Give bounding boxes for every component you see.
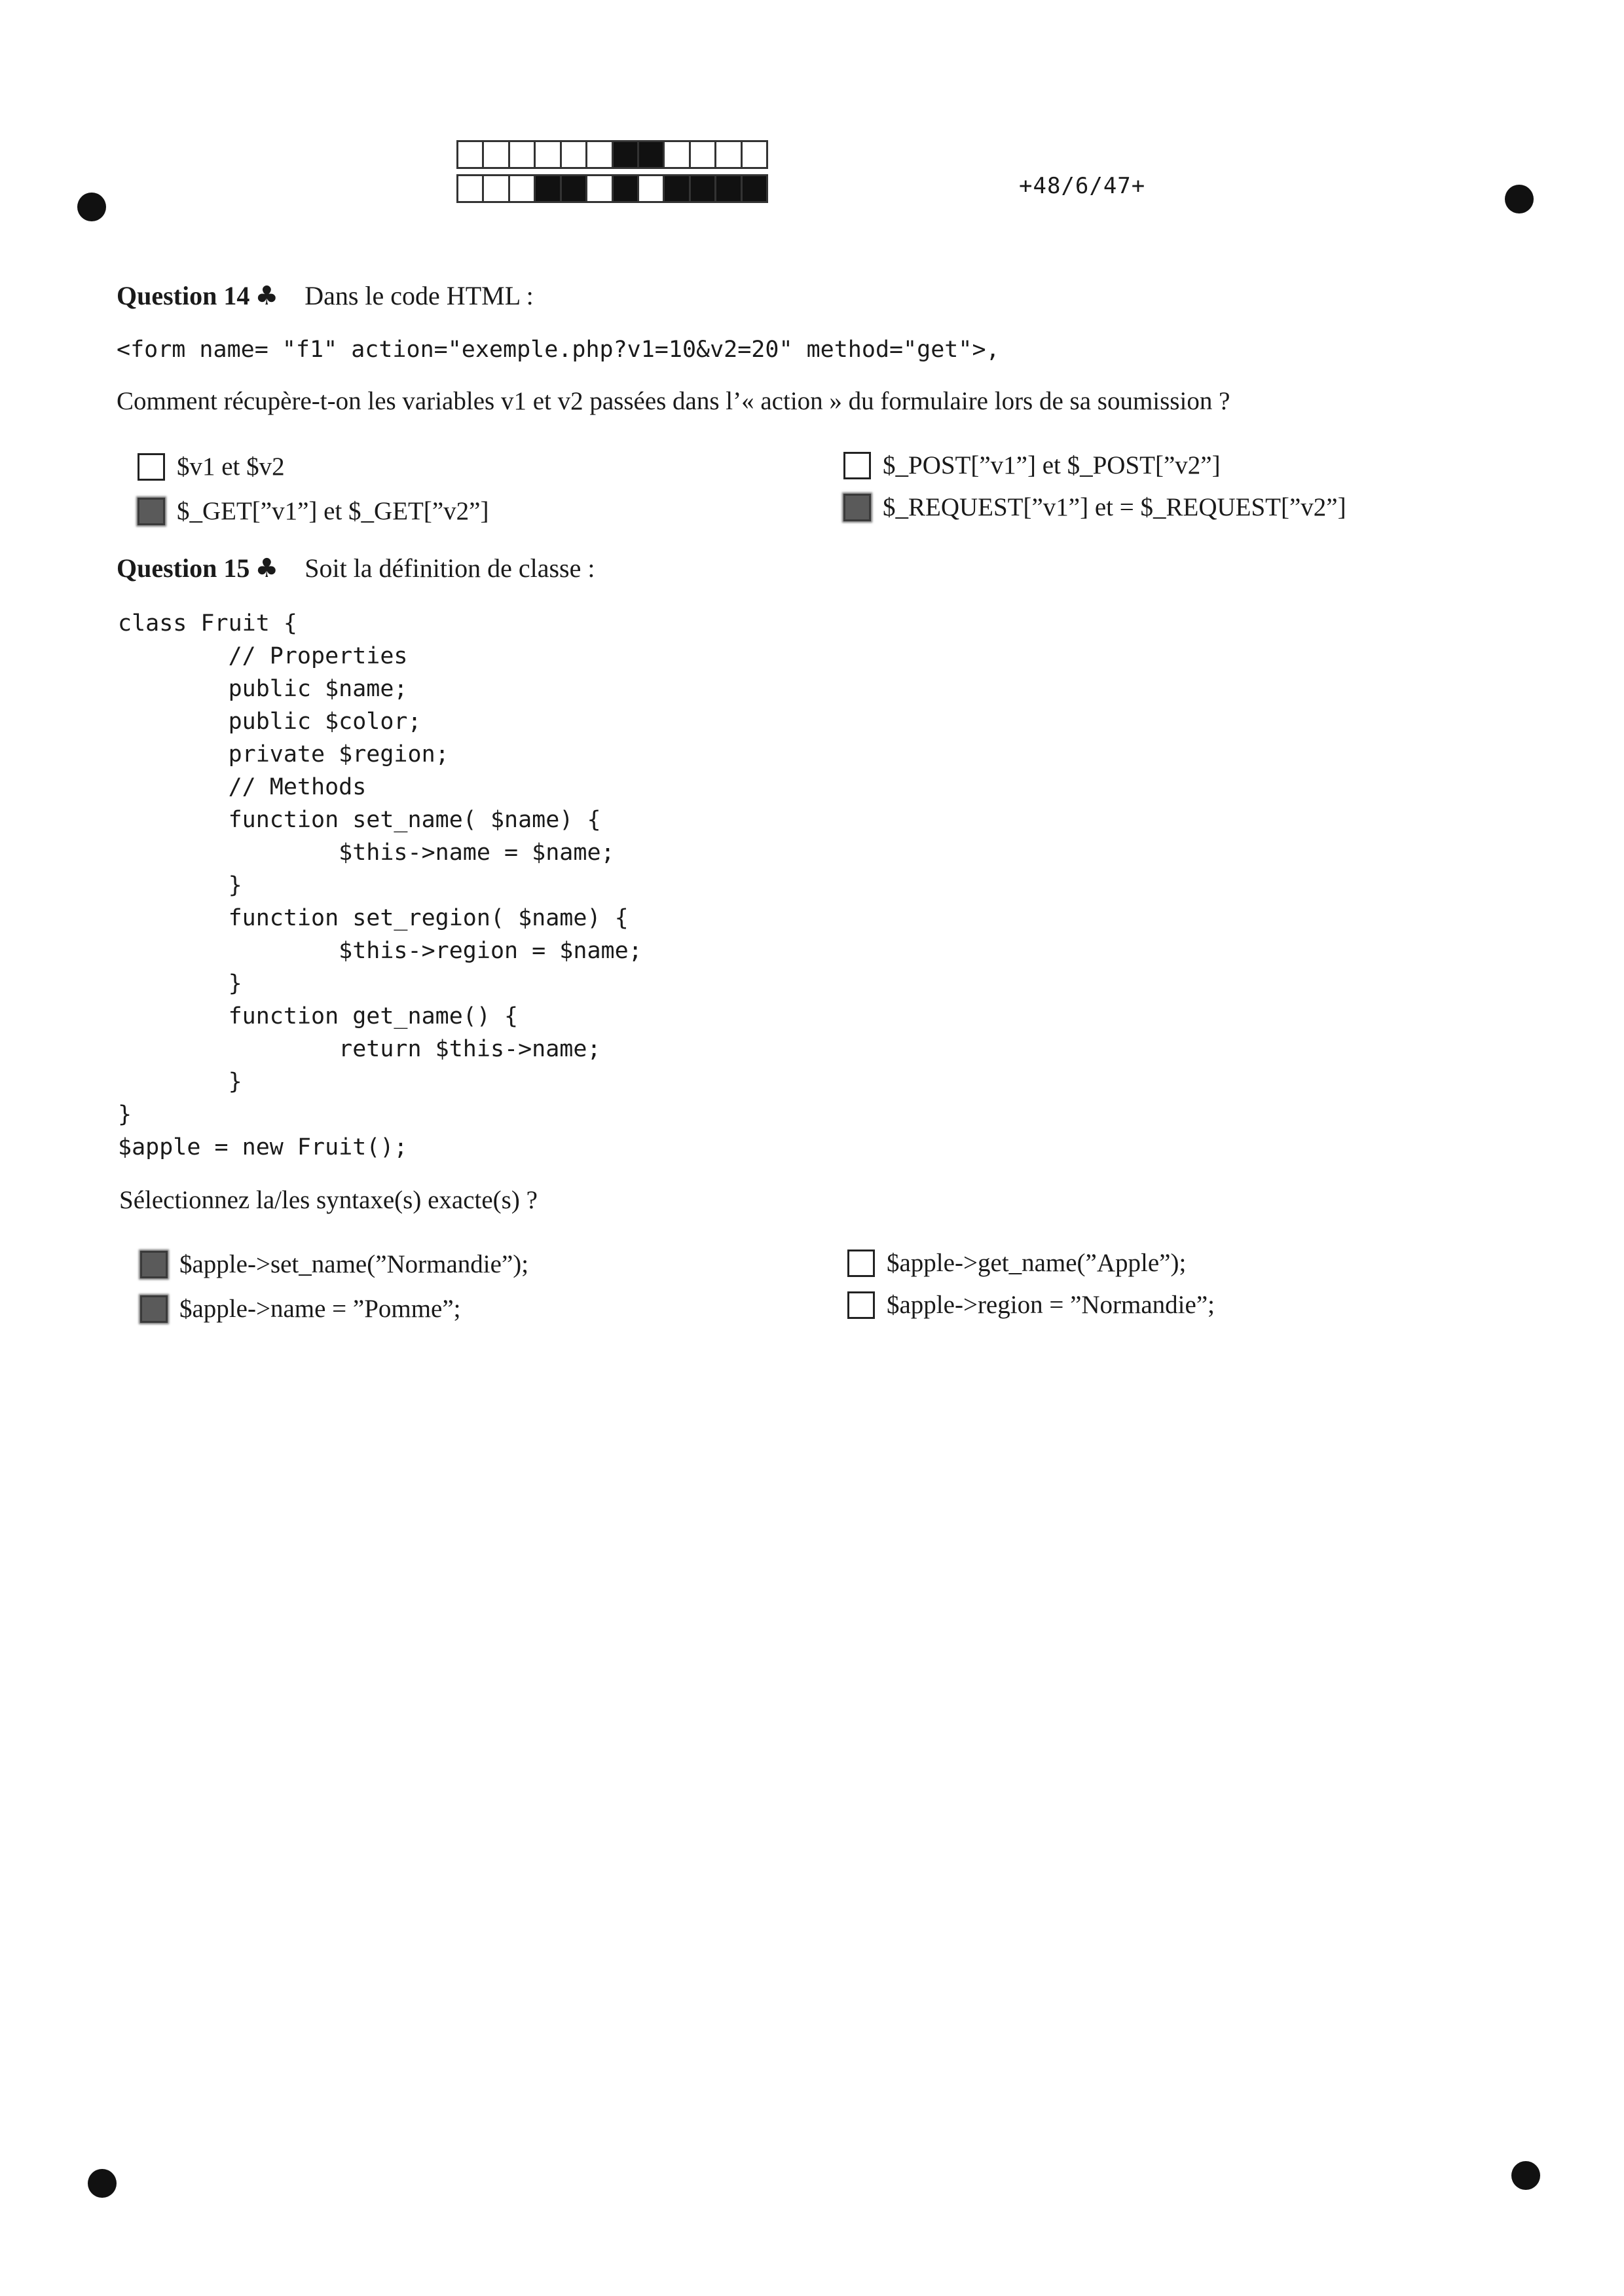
barcode-cell [639, 176, 665, 201]
answer-option[interactable] [138, 496, 489, 526]
code-line: $this->name = $name; [118, 840, 615, 866]
checkbox[interactable] [140, 1295, 168, 1323]
question-intro: Soit la définition de classe : [304, 553, 595, 583]
barcode-cell [510, 176, 536, 201]
barcode-cell [716, 176, 742, 201]
barcode-cell [691, 142, 716, 167]
checkbox[interactable] [847, 1291, 875, 1319]
answer-label: $_REQUEST[”v1”] et = $_REQUEST[”v2”] [883, 493, 1346, 521]
barcode-row-2 [456, 174, 768, 203]
code-line: public $color; [118, 709, 422, 735]
code-line: } [118, 971, 242, 997]
barcode-cell [458, 176, 484, 201]
checkbox[interactable] [843, 452, 871, 479]
registration-dot-top-left [77, 193, 106, 221]
question-14-code: <form name= "f1" action="exemple.php?v1=10&v2=20" method="get">, [117, 337, 1000, 363]
barcode-cell [614, 142, 639, 167]
code-line: function get_name() { [118, 1003, 519, 1029]
code-line: // Properties [118, 643, 408, 669]
barcode-cell [691, 176, 716, 201]
checkbox[interactable] [140, 1251, 168, 1278]
barcode-cell [639, 142, 665, 167]
barcode-cell [743, 176, 766, 201]
question-15-prompt: Sélectionnez la/les syntaxe(s) exacte(s) ? [119, 1186, 538, 1214]
checkbox[interactable] [138, 453, 165, 481]
question-number: Question 15 [117, 553, 250, 583]
answer-label: $apple->name = ”Pomme”; [179, 1295, 461, 1323]
code-line: class Fruit { [118, 610, 297, 637]
code-line: public $name; [118, 676, 408, 702]
answer-option[interactable] [847, 1290, 1215, 1320]
answer-label: $apple->get_name(”Apple”); [887, 1249, 1187, 1277]
code-line: } [118, 872, 242, 898]
barcode-cell [536, 142, 561, 167]
answer-option[interactable] [140, 1250, 528, 1279]
question-intro: Dans le code HTML : [304, 281, 534, 310]
barcode-cell [587, 176, 613, 201]
barcode-cell [614, 176, 639, 201]
code-line: function set_region( $name) { [118, 905, 629, 931]
answer-label: $_POST[”v1”] et $_POST[”v2”] [883, 451, 1221, 479]
barcode-cell [743, 142, 766, 167]
answer-option[interactable] [140, 1294, 461, 1324]
barcode-cell [536, 176, 561, 201]
page-identifier: +48/6/47+ [1019, 173, 1146, 199]
answer-option[interactable] [847, 1248, 1186, 1278]
barcode-cell [665, 176, 690, 201]
club-icon: ♣ [255, 281, 279, 311]
barcode-row-1 [456, 140, 768, 169]
question-number: Question 14 [117, 281, 250, 310]
code-line: function set_name( $name) { [118, 807, 601, 833]
question-15-header [117, 553, 595, 583]
barcode-cell [484, 176, 509, 201]
barcode-cell [665, 142, 690, 167]
answer-option[interactable] [138, 452, 285, 481]
code-line: } [118, 1102, 132, 1128]
barcode-cell [562, 142, 587, 167]
code-line: $apple = new Fruit(); [118, 1134, 408, 1160]
code-line: return $this->name; [118, 1036, 601, 1062]
registration-dot-top-right [1505, 185, 1534, 213]
question-14-prompt: Comment récupère-t-on les variables v1 et v2 passées dans l’« action » du formulaire lors de sa soumission ? [117, 387, 1230, 415]
checkbox[interactable] [847, 1250, 875, 1277]
registration-dot-bottom-left [88, 2169, 117, 2198]
question-14-header [117, 280, 534, 311]
answer-label: $v1 et $v2 [177, 453, 285, 481]
barcode-cell [716, 142, 742, 167]
answer-label: $_GET[”v1”] et $_GET[”v2”] [177, 497, 489, 525]
checkbox[interactable] [138, 498, 165, 525]
barcode-cell [458, 142, 484, 167]
barcode-cell [510, 142, 536, 167]
code-line: // Methods [118, 774, 367, 800]
answer-option[interactable] [843, 492, 1346, 522]
checkbox[interactable] [843, 494, 871, 521]
answer-option[interactable] [843, 451, 1221, 480]
code-line: } [118, 1069, 242, 1095]
code-line: $this->region = $name; [118, 938, 642, 964]
answer-label: $apple->set_name(”Normandie”); [179, 1250, 529, 1278]
registration-dot-bottom-right [1511, 2161, 1540, 2190]
barcode-cell [587, 142, 613, 167]
barcode-cell [562, 176, 587, 201]
club-icon: ♣ [255, 553, 279, 583]
answer-label: $apple->region = ”Normandie”; [887, 1291, 1215, 1319]
barcode-cell [484, 142, 509, 167]
code-line: private $region; [118, 741, 449, 768]
